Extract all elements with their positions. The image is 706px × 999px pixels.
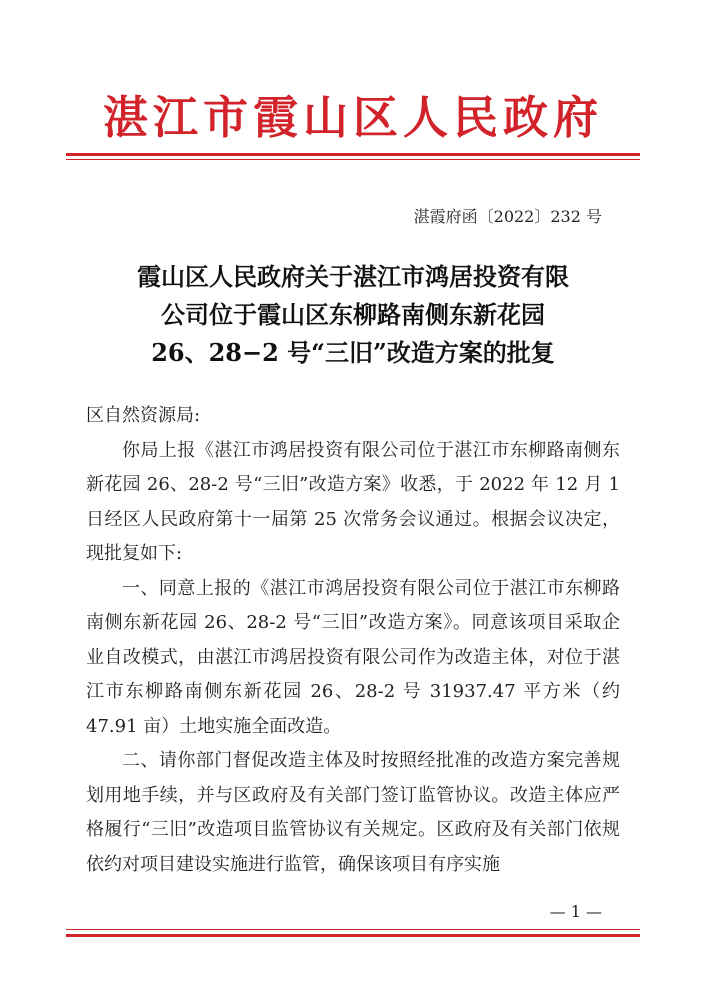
title-line: 公司位于霞山区东柳路南侧东新花园 (161, 300, 545, 329)
page-number: — 1 — (549, 902, 602, 921)
document-number: 湛霞府函〔2022〕232 号 (413, 207, 602, 226)
title-line: 霞山区人民政府关于湛江市鸿居投资有限 (137, 262, 569, 291)
footer-rule-thin (66, 929, 640, 930)
issuing-authority-header: 湛江市霞山区人民政府 (102, 91, 603, 144)
body-paragraph: 二、请你部门督促改造主体及时按照经批准的改造方案完善规划用地手续，并与区政府及有关部门签订监管协议。改造主体应严格履行“三旧”改造项目监管协议有关规定。区政府及有关部门依规依约对项目建设实施进行监管，确保该项目有序实施 (86, 750, 620, 875)
body-paragraph: 一、同意上报的《湛江市鸿居投资有限公司位于湛江市东柳路南侧东新花园 26、28-2 号“三旧”改造方案》。同意该项目采取企业自改模式，由湛江市鸿居投资有限公司作为改造主体，对位于湛江市东柳路南侧东新花园 26、28-2 号 31937.47 平方米（约 47.91 亩）土地实施全面改造。 (86, 577, 620, 737)
document-body (86, 399, 620, 882)
recipient-line: 区自然资源局: (86, 405, 201, 426)
document-title (0, 258, 706, 372)
title-line: 26、28−2 号“三旧”改造方案的批复 (151, 338, 555, 367)
header-rule-thick (66, 153, 640, 156)
header-rule-thin (66, 159, 640, 160)
footer-rule-thick (66, 934, 640, 937)
body-paragraph: 你局上报《湛江市鸿居投资有限公司位于湛江市东柳路南侧东新花园 26、28-2 号“三旧”改造方案》收悉，于 2022 年 12 月 1 日经区人民政府第十一届第 25 次常务会议通过。根据会议决定，现批复如下: (86, 439, 620, 564)
